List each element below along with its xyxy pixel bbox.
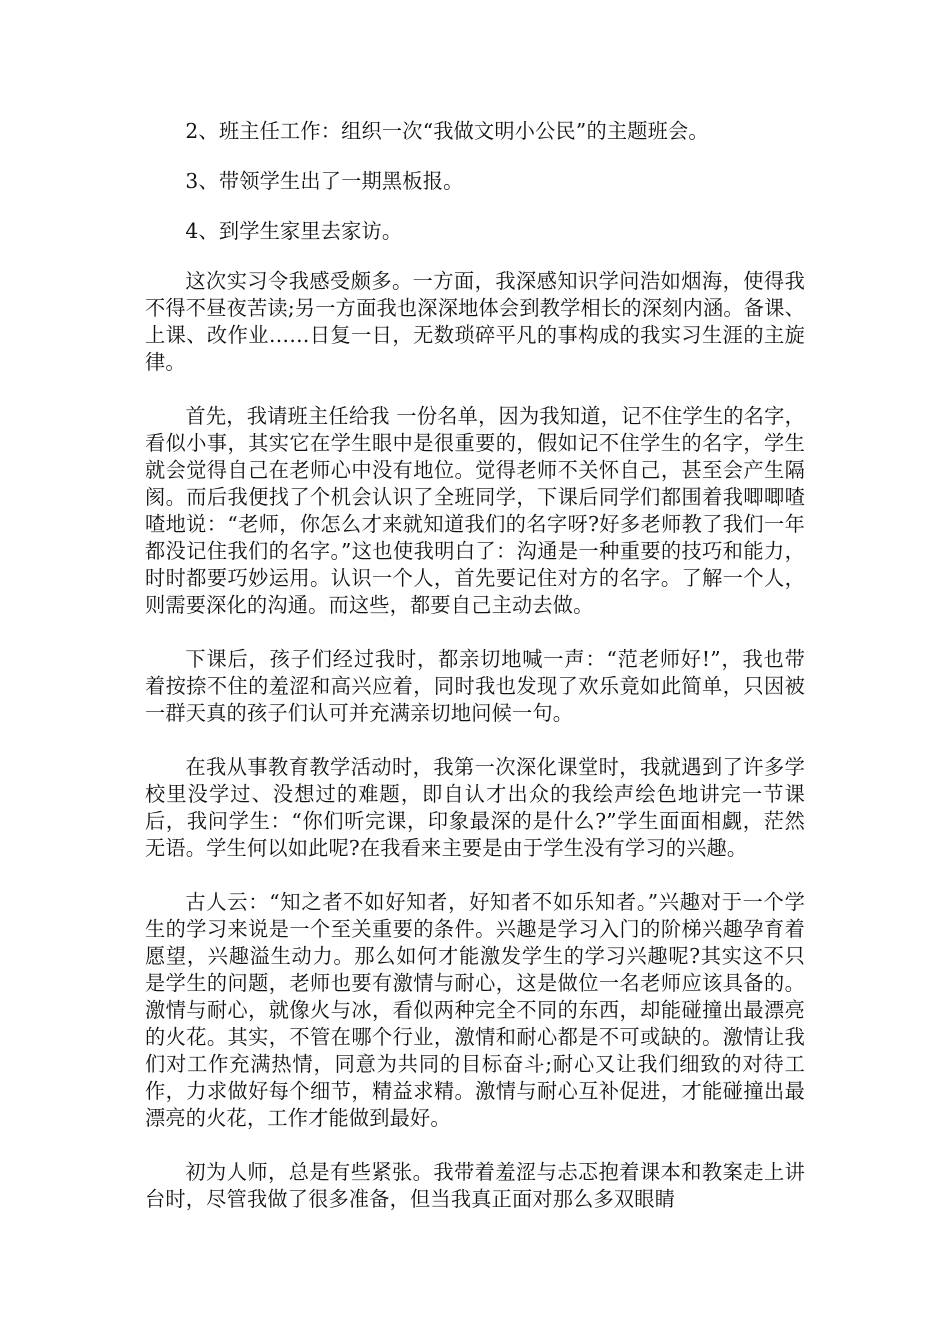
document-page bbox=[145, 118, 805, 1240]
paragraph-reflection: 这次实习令我感受颇多。一方面，我深感知识学问浩如烟海，使得我不得不昼夜苦读;另一方面我也深深地体会到教学相长的深刻内涵。备课、上课、改作业……日复一日，无数琐碎平凡的事构成的我实习生涯的主旋律。 bbox=[145, 269, 805, 374]
paragraph-names: 首先，我请班主任给我 一份名单，因为我知道，记不住学生的名字，看似小事，其实它在学生眼中是很重要的，假如记不住学生的名字，学生就会觉得自己在老师心中没有地位。觉得老师不关怀自己，甚至会产生隔阂。而后我便找了个机会认识了全班同学，下课后同学们都围着我唧唧喳喳地说：“老师，你怎么才来就知道我们的名字呀?好多老师教了我们一年都没记住我们的名字。”这也使我明白了：沟通是一种重要的技巧和能力，时时都要巧妙运用。认识一个人，首先要记住对方的名字。了解一个人，则需要深化的沟通。而这些，都要自己主动去做。 bbox=[145, 404, 805, 617]
list-item: 4、到学生家里去家访。 bbox=[185, 219, 403, 243]
paragraph-new-teacher: 初为人师，总是有些紧张。我带着羞涩与忐忑抱着课本和教案走上讲台时，尽管我做了很多准备，但当我真正面对那么多双眼睛 bbox=[145, 1160, 805, 1211]
paragraph-first-class: 在我从事教育教学活动时，我第一次深化课堂时，我就遇到了许多学校里没学过、没想过的难题，即自认才出众的我绘声绘色地讲完一节课后，我问学生：“你们听完课，印象最深的是什么?”学生面面相觑，茫然无语。学生何以如此呢?在我看来主要是由于学生没有学习的兴趣。 bbox=[145, 755, 805, 860]
paragraph-interest: 古人云：“知之者不如好知者，好知者不如乐知者。”兴趣对于一个学生的学习来说是一个至关重要的条件。兴趣是学习入门的阶梯兴趣孕育着愿望，兴趣溢生动力。那么如何才能激发学生的学习兴趣呢?其实这不只是学生的问题，老师也要有激情与耐心，这是做位一名老师应该具备的。激情与耐心，就像火与冰，看似两种完全不同的东西，却能碰撞出最漂亮的火花。其实，不管在哪个行业，激情和耐心都是不可或缺的。激情让我们对工作充满热情，同意为共同的目标奋斗;耐心又让我们细致的对待工作，力求做好每个细节，精益求精。激情与耐心互补促进，才能碰撞出最漂亮的火花，工作才能做到最好。 bbox=[145, 890, 805, 1130]
paragraph-greeting: 下课后，孩子们经过我时，都亲切地喊一声：“范老师好!”，我也带着按捺不住的羞涩和高兴应着，同时我也发现了欢乐竟如此简单，只因被一群天真的孩子们认可并充满亲切地问候一句。 bbox=[145, 647, 805, 725]
list-item: 2、班主任工作：组织一次“我做文明小公民”的主题班会。 bbox=[185, 119, 709, 143]
list-item: 3、带领学生出了一期黑板报。 bbox=[185, 169, 464, 193]
